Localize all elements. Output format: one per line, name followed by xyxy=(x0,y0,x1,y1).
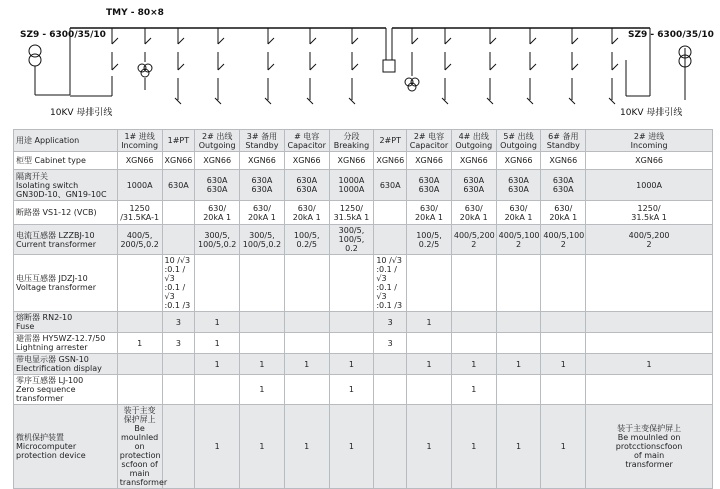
table-cell xyxy=(496,255,541,312)
table-cell xyxy=(117,354,162,375)
table-cell: 630A 630A xyxy=(407,170,452,201)
row-label: 熔断器 RN2-10 Fuse xyxy=(14,312,118,333)
table-cell: 2# 出线 Outgoing xyxy=(195,130,240,152)
table-cell: 630A 630A xyxy=(451,170,496,201)
table-cell xyxy=(586,312,713,333)
right-bus-label: 10KV 母排引线 xyxy=(620,108,683,118)
table-cell xyxy=(407,333,452,354)
row-label: 带电显示器 GSN-10 Electrification display xyxy=(14,354,118,375)
table-cell: 400/5, 200/5,0.2 xyxy=(117,225,162,255)
table-cell: 1250/ 31.5kA 1 xyxy=(586,201,713,225)
table-cell: 5# 出线 Outgoing xyxy=(496,130,541,152)
table-cell: 6# 备用 Standby xyxy=(541,130,586,152)
row-label: 零序互感器 LJ-100 Zero sequence transformer xyxy=(14,375,118,405)
cabinet-spec-table xyxy=(13,129,713,489)
table-cell xyxy=(374,201,407,225)
table-cell: 1000A 1000A xyxy=(329,170,374,201)
table-cell: 630/ 20kA 1 xyxy=(407,201,452,225)
table-cell: 1250 /31.5KA-1 xyxy=(117,201,162,225)
table-cell: 1 xyxy=(407,312,452,333)
table-cell xyxy=(496,312,541,333)
table-cell xyxy=(407,375,452,405)
table-cell: 1 xyxy=(496,354,541,375)
table-cell: 1 xyxy=(240,405,285,489)
table-cell: 10 /√3 :0.1 /√3 :0.1 /√3 :0.1 /3 xyxy=(162,255,195,312)
table-cell xyxy=(240,333,285,354)
left-transformer-coil-icon xyxy=(29,54,41,66)
table-cell: 1 xyxy=(195,312,240,333)
table-cell xyxy=(162,405,195,489)
table-cell: 400/5,200 2 xyxy=(451,225,496,255)
table-cell: 1 xyxy=(117,333,162,354)
table-cell xyxy=(329,333,374,354)
table-cell: XGN66 xyxy=(162,152,195,170)
table-cell: 630/ 20kA 1 xyxy=(541,201,586,225)
table-row xyxy=(14,354,713,375)
table-row xyxy=(14,375,713,405)
table-cell: 1# 进线 Incoming xyxy=(117,130,162,152)
table-cell xyxy=(496,375,541,405)
table-cell xyxy=(586,255,713,312)
table-cell: XGN66 xyxy=(541,152,586,170)
table-cell: 100/5, 0.2/5 xyxy=(407,225,452,255)
table-cell xyxy=(162,354,195,375)
table-cell: 1 xyxy=(195,405,240,489)
table-cell: 3 xyxy=(162,333,195,354)
table-cell: 1 xyxy=(541,354,586,375)
table-cell xyxy=(586,333,713,354)
table-cell: 400/5,200 2 xyxy=(586,225,713,255)
table-row xyxy=(14,405,713,489)
table-cell xyxy=(162,201,195,225)
table-cell: 630A xyxy=(374,170,407,201)
table-cell: 2# 进线 Incoming xyxy=(586,130,713,152)
table-row xyxy=(14,225,713,255)
table-cell: XGN66 xyxy=(586,152,713,170)
table-cell: 630/ 20kA 1 xyxy=(451,201,496,225)
table-cell xyxy=(541,255,586,312)
table-cell: 2#PT xyxy=(374,130,407,152)
table-row xyxy=(14,201,713,225)
table-cell: 300/5, 100/5, 0.2 xyxy=(329,225,374,255)
table-cell: 630A 630A xyxy=(240,170,285,201)
table-row xyxy=(14,333,713,354)
table-cell: 1 xyxy=(195,333,240,354)
table-cell xyxy=(329,312,374,333)
table-cell: 3 xyxy=(374,333,407,354)
table-cell: 1250/ 31.5kA 1 xyxy=(329,201,374,225)
table-row xyxy=(14,152,713,170)
table-cell xyxy=(407,255,452,312)
table-cell xyxy=(162,225,195,255)
table-cell xyxy=(117,312,162,333)
row-label: 隔离开关 Isolating switch GN30D-10、GN19-10C xyxy=(14,170,118,201)
table-cell: 1 xyxy=(451,405,496,489)
table-cell: 装于主变保护屏上 Be moulnled on protcctionscfoon of main transformer xyxy=(586,405,713,489)
table-cell: 1 xyxy=(240,354,285,375)
row-label: 电压互感器 JDZJ-10 Voltage transformer xyxy=(14,255,118,312)
table-cell xyxy=(117,375,162,405)
right-transformer-label: SZ9 - 6300/35/10 xyxy=(628,30,714,40)
table-cell: XGN66 xyxy=(407,152,452,170)
table-cell: 1 xyxy=(329,354,374,375)
table-cell: XGN66 xyxy=(451,152,496,170)
table-cell xyxy=(374,354,407,375)
table-cell xyxy=(451,333,496,354)
table-cell xyxy=(541,333,586,354)
feeder-branches xyxy=(70,28,685,104)
left-bus-label: 10KV 母排引线 xyxy=(50,108,113,118)
busbar-label: TMY - 80×8 xyxy=(106,8,164,18)
table-cell: # 电容 Capacitor xyxy=(284,130,329,152)
row-label: 用途 Application xyxy=(14,130,118,152)
table-cell: 1 xyxy=(195,354,240,375)
table-cell xyxy=(284,333,329,354)
table-row xyxy=(14,130,713,152)
table-cell xyxy=(451,255,496,312)
table-cell: 630/ 20kA 1 xyxy=(496,201,541,225)
table-cell: XGN66 xyxy=(195,152,240,170)
table-cell: 1 xyxy=(451,375,496,405)
table-row xyxy=(14,255,713,312)
table-cell: 630A 630A xyxy=(541,170,586,201)
table-cell: 630A 630A xyxy=(496,170,541,201)
table-cell: 1000A xyxy=(586,170,713,201)
table-cell xyxy=(374,225,407,255)
table-cell: 1 xyxy=(451,354,496,375)
table-cell xyxy=(162,375,195,405)
left-transformer-label: SZ9 - 6300/35/10 xyxy=(20,30,106,40)
table-cell: 2# 电容 Capacitor xyxy=(407,130,452,152)
row-label: 避雷器 HY5WZ-12.7/50 Lightning arrester xyxy=(14,333,118,354)
table-cell: 630A xyxy=(162,170,195,201)
table-cell: 300/5, 100/5,0.2 xyxy=(195,225,240,255)
table-cell: 100/5, 0.2/5 xyxy=(284,225,329,255)
table-cell: 1 xyxy=(541,405,586,489)
table-cell: 1 xyxy=(284,405,329,489)
table-cell xyxy=(451,312,496,333)
table-cell: 630/ 20kA 1 xyxy=(284,201,329,225)
table-cell: 630A 630A xyxy=(284,170,329,201)
table-cell: XGN66 xyxy=(329,152,374,170)
table-cell: XGN66 xyxy=(374,152,407,170)
table-cell xyxy=(284,255,329,312)
table-cell: 3# 备用 Standby xyxy=(240,130,285,152)
row-label: 电流互感器 LZZBJ-10 Current transformer xyxy=(14,225,118,255)
table-cell: 4# 出线 Outgoing xyxy=(451,130,496,152)
table-cell: XGN66 xyxy=(496,152,541,170)
table-cell xyxy=(586,375,713,405)
table-cell: 分段 Breaking xyxy=(329,130,374,152)
table-cell xyxy=(117,255,162,312)
table-cell: 400/5,100 2 xyxy=(496,225,541,255)
table-cell: 10 /√3 :0.1 /√3 :0.1 /√3 :0.1 /3 xyxy=(374,255,407,312)
table-cell: 1 xyxy=(407,405,452,489)
table-cell xyxy=(374,405,407,489)
table-cell xyxy=(496,333,541,354)
table-row xyxy=(14,312,713,333)
table-cell: 装于主变保护屏上 Be moulnled on protection scfoon of main transformer xyxy=(117,405,162,489)
row-label: 断路器 VS1-12 (VCB) xyxy=(14,201,118,225)
table-cell: 1 xyxy=(284,354,329,375)
table-cell: 1 xyxy=(329,375,374,405)
table-cell xyxy=(240,255,285,312)
table-cell xyxy=(329,255,374,312)
table-cell: 1 xyxy=(407,354,452,375)
table-cell: XGN66 xyxy=(284,152,329,170)
table-cell xyxy=(541,312,586,333)
table-row xyxy=(14,170,713,201)
table-cell xyxy=(284,375,329,405)
table-cell: 1000A xyxy=(117,170,162,201)
table-cell: XGN66 xyxy=(240,152,285,170)
table-cell: 300/5, 100/5,0.2 xyxy=(240,225,285,255)
table-cell: 400/5,100 2 xyxy=(541,225,586,255)
table-cell: 1 xyxy=(496,405,541,489)
row-label: 柜型 Cabinet type xyxy=(14,152,118,170)
table-cell: XGN66 xyxy=(117,152,162,170)
table-cell: 1 xyxy=(329,405,374,489)
table-cell: 3 xyxy=(374,312,407,333)
table-cell: 630A 630A xyxy=(195,170,240,201)
table-cell: 1 xyxy=(240,375,285,405)
table-cell xyxy=(541,375,586,405)
single-line-diagram xyxy=(0,0,720,128)
table-cell xyxy=(195,255,240,312)
table-cell xyxy=(195,375,240,405)
table-cell: 1 xyxy=(586,354,713,375)
table-cell xyxy=(240,312,285,333)
table-cell: 3 xyxy=(162,312,195,333)
table-cell xyxy=(374,375,407,405)
table-cell: 630/ 20kA 1 xyxy=(195,201,240,225)
table-cell: 1#PT xyxy=(162,130,195,152)
table-cell: 630/ 20kA 1 xyxy=(240,201,285,225)
row-label: 微机保护装置 Microcomputer protection device xyxy=(14,405,118,489)
table-cell xyxy=(284,312,329,333)
